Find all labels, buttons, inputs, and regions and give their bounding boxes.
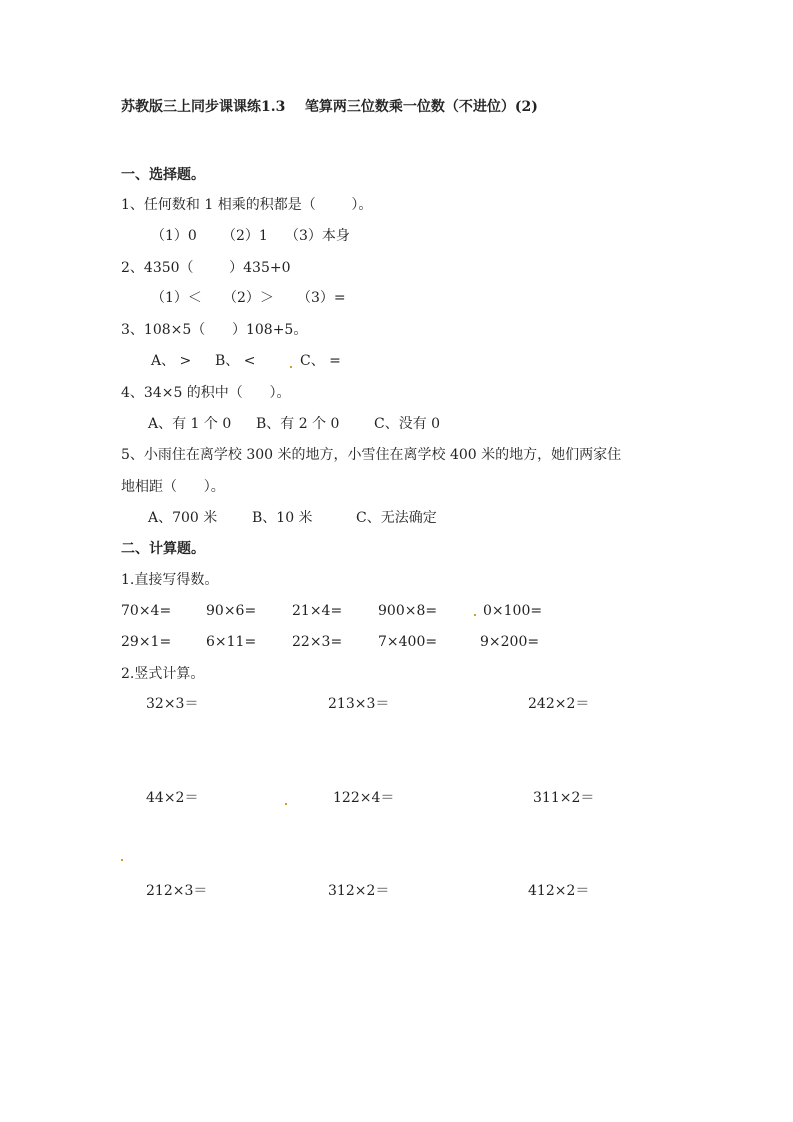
question-2: 2、4350（ ）435+0 (121, 260, 291, 276)
stray-dot (290, 366, 292, 368)
option: C、无法确定 (356, 510, 437, 526)
oral-problem: 21×4= (292, 603, 343, 619)
oral-problem: 70×4= (121, 603, 172, 619)
option: （2）＞ (223, 290, 274, 306)
vertical-problem: 122×4＝ (333, 790, 395, 806)
stray-dot (285, 803, 287, 805)
oral-problem: 900×8= (378, 603, 438, 619)
section-heading-calc: 二、计算题。 (121, 541, 205, 557)
vertical-problem: 311×2＝ (533, 790, 595, 806)
option: （3）本身 (285, 228, 350, 244)
option: A、 > (151, 353, 192, 369)
part-2-label: 2.竖式计算。 (121, 666, 205, 682)
oral-problem: 7×400= (378, 634, 438, 650)
stray-dot (474, 614, 476, 616)
question-3: 3、108×5（ ）108+5。 (121, 322, 308, 338)
question-1: 1、任何数和 1 相乘的积都是（ ）。 (121, 197, 373, 213)
option: B、有 2 个 0 (256, 416, 340, 432)
oral-problem: 29×1= (121, 634, 172, 650)
vertical-problem: 242×2＝ (528, 696, 590, 712)
vertical-problem: 412×2＝ (528, 883, 590, 899)
option: （2）1 (222, 228, 268, 244)
vertical-problem: 32×3＝ (146, 696, 199, 712)
vertical-problem: 212×3＝ (146, 883, 208, 899)
vertical-problem: 213×3＝ (328, 696, 390, 712)
option: （1）＜ (151, 290, 202, 306)
vertical-problem: 44×2＝ (146, 790, 199, 806)
option: A、有 1 个 0 (148, 416, 232, 432)
option: B、10 米 (252, 510, 313, 526)
part-1-label: 1.直接写得数。 (121, 572, 219, 588)
option: （1）0 (151, 228, 197, 244)
worksheet-title: 苏教版三上同步课课练1.3 笔算两三位数乘一位数（不进位）(2) (121, 99, 538, 115)
oral-problem: 6×11= (206, 634, 257, 650)
option: A、700 米 (148, 510, 218, 526)
oral-problem: 0×100= (483, 603, 543, 619)
option: C、 = (300, 353, 341, 369)
oral-problem: 22×3= (292, 634, 343, 650)
question-5-continued: 地相距（ ）。 (121, 479, 225, 495)
option: C、没有 0 (374, 416, 441, 432)
option: B、 < (215, 353, 256, 369)
question-5: 5、小雨住在离学校 300 米的地方，小雪住在离学校 400 米的地方，她们两家住 (121, 447, 622, 463)
stray-dot (121, 859, 123, 861)
oral-problem: 90×6= (206, 603, 257, 619)
option: （3）= (297, 290, 346, 306)
oral-problem: 9×200= (480, 634, 540, 650)
question-4: 4、34×5 的积中（ ）。 (121, 385, 291, 401)
section-heading-choice: 一、选择题。 (121, 167, 205, 183)
vertical-problem: 312×2＝ (328, 883, 390, 899)
